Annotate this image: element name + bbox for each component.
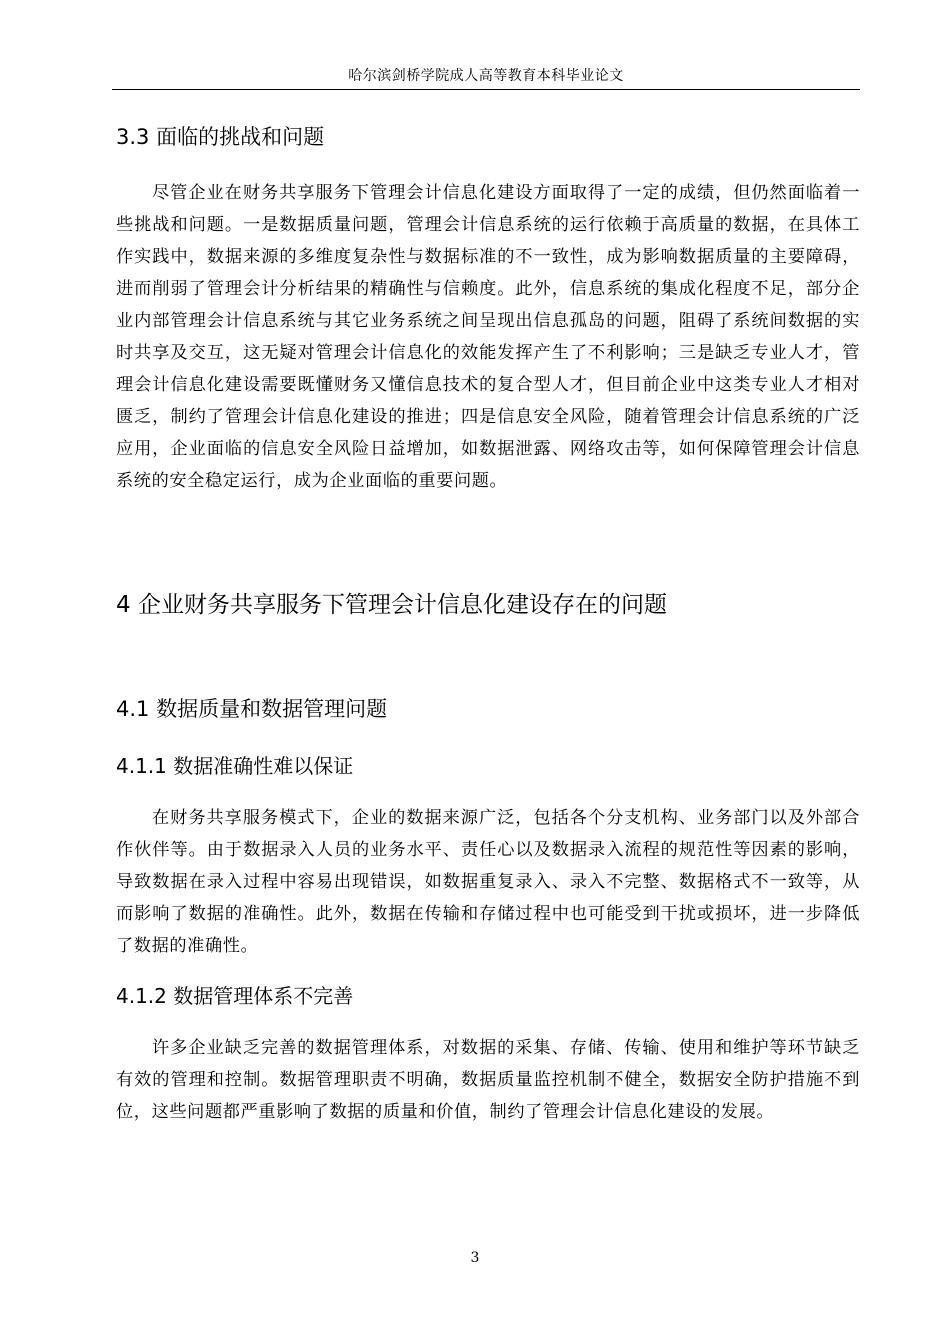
chapter-heading-4: 4 企业财务共享服务下管理会计信息化建设存在的问题 xyxy=(116,592,667,618)
subsection-4-1-1-paragraph: 在财务共享服务模式下，企业的数据来源广泛，包括各个分支机构、业务部门以及外部合作伙伴等。由于数据录入人员的业务水平、责任心以及数据录入流程的规范性等因素的影响，导致数据在录入过程中容易出现错误，如数据重复录入、录入不完整、数据格式不一致等，从而影响了数据的准确性。此外，数据在传输和存储过程中也可能受到干扰或损坏，进一步降低了数据的准确性。 xyxy=(116,808,860,956)
subsection-4-1-2-paragraph: 许多企业缺乏完善的数据管理体系，对数据的采集、存储、传输、使用和维护等环节缺乏有效的管理和控制。数据管理职责不明确，数据质量监控机制不健全，数据安全防护措施不到位，这些问题都严重影响了数据的质量和价值，制约了管理会计信息化建设的发展。 xyxy=(116,1038,860,1122)
subsection-heading-4-1-2: 4.1.2 数据管理体系不完善 xyxy=(116,984,354,1008)
page-header: 哈尔滨剑桥学院成人高等教育本科毕业论文 xyxy=(348,68,624,84)
section-3-3-paragraph: 尽管企业在财务共享服务下管理会计信息化建设方面取得了一定的成绩，但仍然面临着一些挑战和问题。一是数据质量问题，管理会计信息系统的运行依赖于高质量的数据，在具体工作实践中，数据来源的多维度复杂性与数据标准的不一致性，成为影响数据质量的主要障碍，进而削弱了管理会计分析结果的精确性与信赖度。此外，信息系统的集成化程度不足，部分企业内部管理会计信息系统与其它业务系统之间呈现出信息孤岛的问题，阻碍了系统间数据的实时共享及交互，这无疑对管理会计信息化的效能发挥产生了不利影响；三是缺乏专业人才，管理会计信息化建设需要既懂财务又懂信息技术的复合型人才，但目前企业中这类专业人才相对匮乏，制约了管理会计信息化建设的推进；四是信息安全风险，随着管理会计信息系统的广泛应用，企业面临的信息安全风险日益增加，如数据泄露、网络攻击等，如何保障管理会计信息系统的安全稳定运行，成为企业面临的重要问题。 xyxy=(116,183,860,491)
section-heading-3-3: 3.3 面临的挑战和问题 xyxy=(116,125,325,149)
subsection-heading-4-1-1: 4.1.1 数据准确性难以保证 xyxy=(116,754,354,778)
header-rule xyxy=(112,89,860,90)
page-number: 3 xyxy=(470,1250,480,1266)
section-heading-4-1: 4.1 数据质量和数据管理问题 xyxy=(116,697,388,721)
